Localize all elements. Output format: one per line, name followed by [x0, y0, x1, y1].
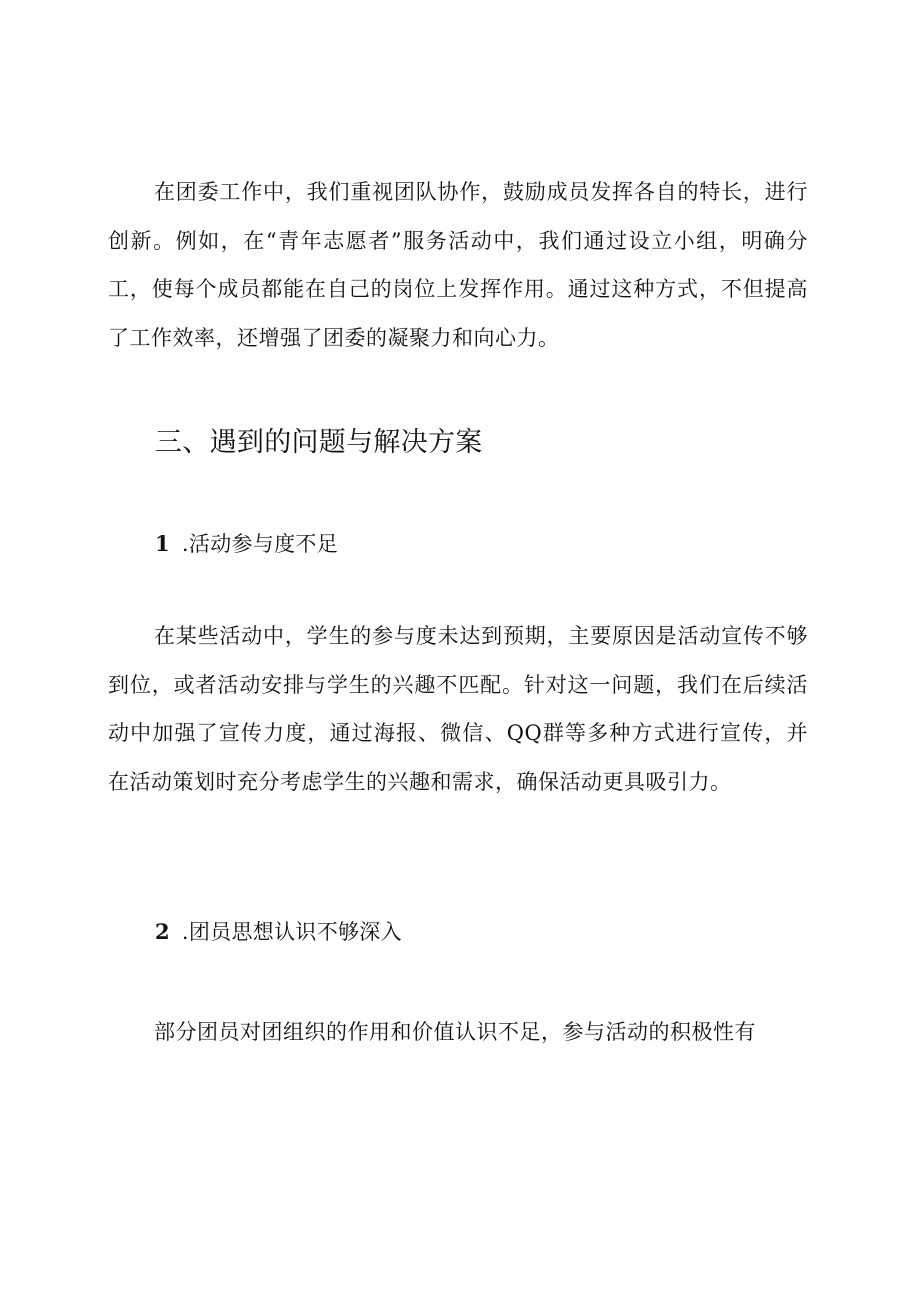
subheading-participation	[155, 524, 338, 564]
paragraph-awareness: 部分团员对团组织的作用和价值认识不足，参与活动的积极性有	[154, 1020, 756, 1044]
paragraph-teamwork: 在团委工作中，我们重视团队协作，鼓励成员发挥各自的特长，进行创新。例如，在“青年志愿者”服务活动中，我们通过设立小组，明确分工，使每个成员都能在自己的岗位上发挥作用。通过这种方式，不但提高了工作效率，还增强了团委的凝聚力和向心力。	[108, 180, 808, 350]
subheading-number: 2	[155, 919, 170, 944]
paragraph-participation: 在某些活动中，学生的参与度未达到预期，主要原因是活动宣传不够到位，或者活动安排与学生的兴趣不匹配。针对这一问题，我们在后续活动中加强了宣传力度，通过海报、微信、QQ群等多种方式进行宣传，并在活动策划时充分考虑学生的兴趣和需求，确保活动更具吸引力。	[108, 624, 808, 794]
subheading-text: .活动参与度不足	[181, 532, 338, 556]
subheading-text: .团员思想认识不够深入	[181, 920, 402, 944]
subheading-number: 1	[155, 531, 170, 556]
subheading-awareness	[155, 912, 402, 952]
section-heading: 三、遇到的问题与解决方案	[155, 427, 483, 458]
